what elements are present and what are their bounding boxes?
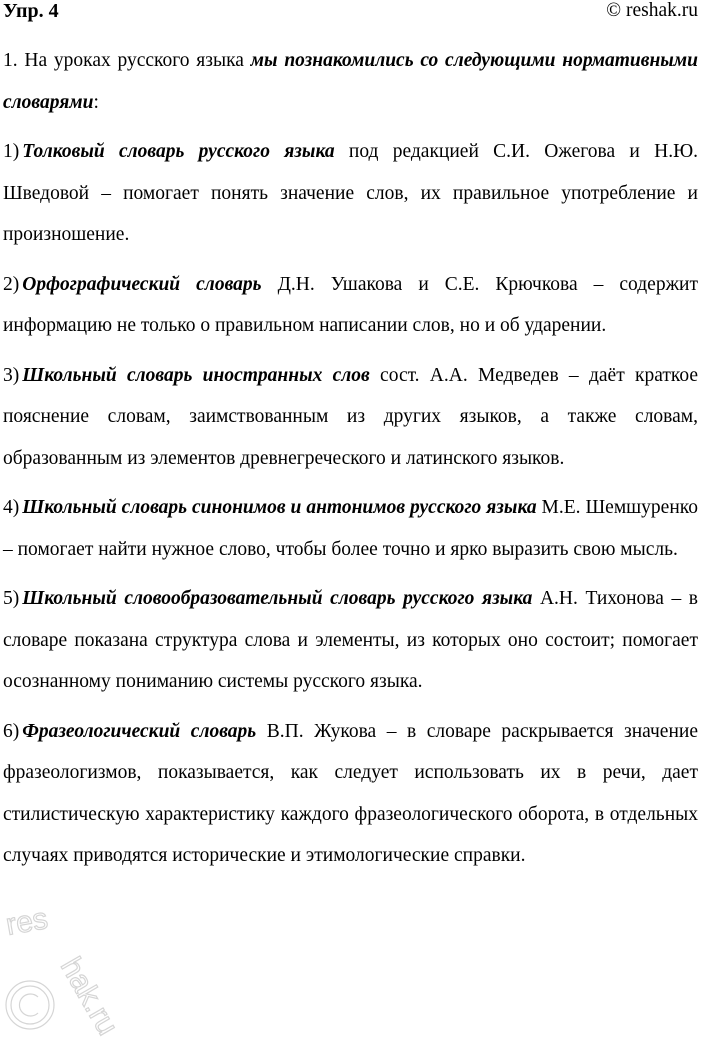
- dictionary-item-1: [3, 131, 698, 256]
- item-number: 1): [3, 141, 20, 162]
- item-title: Орфографический словарь: [22, 273, 262, 295]
- item-number: 5): [3, 588, 20, 609]
- dictionary-item-3: [3, 355, 698, 480]
- item-number: 2): [3, 273, 20, 295]
- item-description: Д.Н. Ушакова и С.Е. Крючкова – содержит информацию не только о правильном написании слов, но и об ударении.: [3, 273, 699, 336]
- item-description: под редакцией С.И. Ожегова и Н.Ю. Шведовой – помогает понять значение слов, их правильное употребление и произношение.: [3, 141, 698, 245]
- item-description: А.Н. Тихонова – в словаре показана структура слова и элементы, из которых оно состоит; помогает осознанному пониманию системы русского языка.: [3, 588, 699, 692]
- dictionary-item-4: [3, 487, 698, 570]
- intro-paragraph: [3, 40, 698, 123]
- item-description: сост. А.А. Медведев – даёт краткое пояснение словам, заимствованным из других языков, а также словам, образованным из элементов древнегреческого и латинского языков.: [3, 364, 699, 469]
- exercise-title: Упр. 4: [3, 0, 59, 22]
- intro-emphasis: мы познакомились со следующими нормативными словарями: [3, 50, 698, 113]
- dictionary-item-6: [3, 711, 698, 877]
- item-description: М.Е. Шемшуренко – помогает найти нужное слово, чтобы более точно и ярко выразить свою мысль.: [3, 497, 698, 560]
- item-title: Школьный словарь иностранных слов: [22, 364, 370, 386]
- item-number: 6): [3, 720, 20, 742]
- item-number: 3): [3, 364, 20, 386]
- intro-text: На уроках русского языка: [24, 50, 244, 71]
- item-title: Толковый словарь русского языка: [22, 141, 335, 162]
- copyright-label: © reshak.ru: [606, 0, 698, 21]
- watermark-copyright-icon: [0, 905, 120, 1045]
- intro-colon: :: [93, 91, 99, 113]
- item-number: 4): [3, 497, 20, 518]
- item-description: В.П. Жукова – в словаре раскрывается значение фразеологизмов, показывается, как следует использовать их в речи, дает стилистическую характеристику каждого фразеологического оборота, в отдельных случаях приводятся исторические и этимологические справки.: [3, 720, 698, 866]
- page-header: [0, 0, 701, 30]
- item-title: Школьный словообразовательный словарь русского языка: [22, 588, 533, 609]
- dictionary-item-5: [3, 578, 698, 703]
- dictionary-item-2: [3, 264, 698, 347]
- intro-number: 1.: [3, 50, 18, 71]
- svg-text:hak.ru: hak.ru: [53, 952, 120, 1041]
- svg-text:res: res: [3, 905, 51, 942]
- item-title: Фразеологический словарь: [22, 720, 257, 742]
- document-body: [3, 40, 698, 885]
- item-title: Школьный словарь синонимов и антонимов русского языка: [22, 497, 537, 518]
- watermark: [0, 905, 120, 1045]
